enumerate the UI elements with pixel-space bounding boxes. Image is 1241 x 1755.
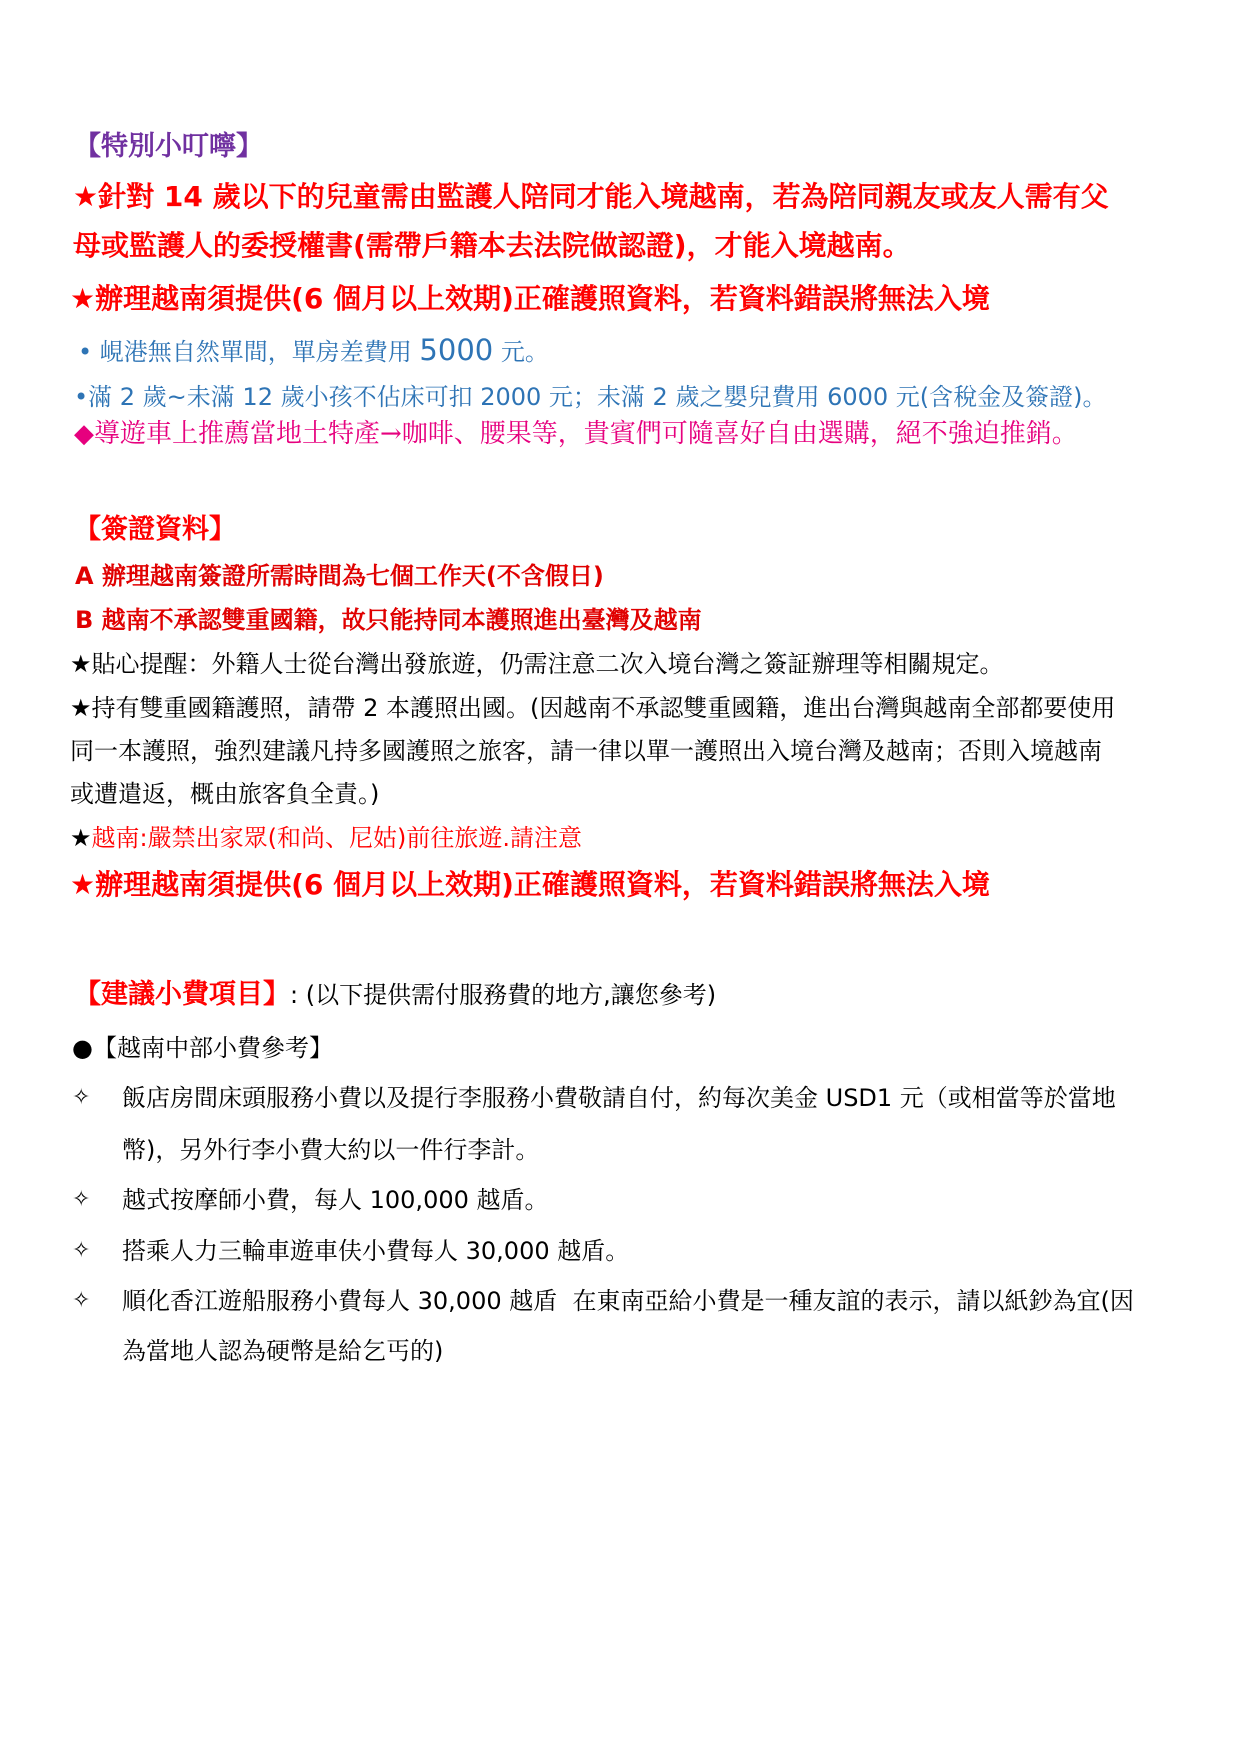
single-room-unit: 元。 xyxy=(493,338,549,366)
visa-item-a: A 辦理越南簽證所需時間為七個工作天(不含假日) xyxy=(75,562,604,590)
sparkle-bullet-icon: ✧ xyxy=(72,1187,91,1212)
tip-item-hotel-line-1: 飯店房間床頭服務小費以及提行李服務小費敬請自付，約每次美金 USD1 元（或相當等於當地 xyxy=(122,1084,1116,1112)
clergy-travel-notice-text: 越南:嚴禁出家眾(和尚、尼姑)前往旅遊.請注意 xyxy=(91,824,582,852)
tips-heading: 【建議小費項目】 xyxy=(74,979,290,1010)
child-fee-note: •滿 2 歲~未滿 12 歲小孩不佔床可扣 2000 元；未滿 2 歲之嬰兒費用 6000 元(含稅金及簽證)。 xyxy=(74,383,1107,411)
shopping-note: ◆導遊車上推薦當地土特產→咖啡、腰果等，貴賓們可隨喜好自由選購，絕不強迫推銷。 xyxy=(74,419,1078,449)
passport-warning: ★辦理越南須提供(6 個月以上效期)正確護照資料，若資料錯誤將無法入境 xyxy=(70,282,990,315)
passport-warning-repeat: ★辦理越南須提供(6 個月以上效期)正確護照資料，若資料錯誤將無法入境 xyxy=(70,868,990,901)
foreign-national-reminder: ★貼心提醒：外籍人士從台灣出發旅遊，仍需注意二次入境台灣之簽証辦理等相關規定。 xyxy=(70,650,1004,678)
single-room-note xyxy=(78,330,1211,370)
dual-nationality-note-line-1: ★持有雙重國籍護照，請帶 2 本護照出國。(因越南不承認雙重國籍，進出台灣與越南全部都要使用 xyxy=(70,694,1116,722)
dual-nationality-note-line-2: 同一本護照，強烈建議凡持多國護照之旅客，請一律以單一護照出入境台灣及越南；否則入境越南 xyxy=(70,737,1102,765)
tips-heading-line xyxy=(74,975,1211,1015)
star-bullet-icon: ★ xyxy=(70,824,92,852)
visa-item-b: B 越南不承認雙重國籍，故只能持同本護照進出臺灣及越南 xyxy=(75,606,702,634)
single-room-amount: 5000 xyxy=(419,333,494,367)
sparkle-bullet-icon: ✧ xyxy=(72,1288,91,1313)
tip-item-boat-line-1: 順化香江遊船服務小費每人 30,000 越盾 在東南亞給小費是一種友誼的表示，請以紙鈔為宜(因 xyxy=(122,1287,1134,1315)
tip-item-boat-line-2: 為當地人認為硬幣是給乞丐的) xyxy=(122,1337,444,1365)
bullet-dot-icon: • xyxy=(78,338,93,366)
sparkle-bullet-icon: ✧ xyxy=(72,1238,91,1263)
minor-entry-notice-line-1: ★針對 14 歲以下的兒童需由監護人陪同才能入境越南，若為陪同親友或友人需有父 xyxy=(73,180,1109,213)
tip-item-cyclo: 搭乘人力三輪車遊車伕小費每人 30,000 越盾。 xyxy=(122,1237,630,1265)
minor-entry-notice-line-2: 母或監護人的委授權書(需帶戶籍本去法院做認證)，才能入境越南。 xyxy=(73,229,911,262)
sparkle-bullet-icon: ✧ xyxy=(72,1085,91,1110)
tips-subheading: ●【越南中部小費參考】 xyxy=(72,1034,333,1062)
visa-heading: 【簽證資料】 xyxy=(74,514,236,545)
tip-item-massage: 越式按摩師小費，每人 100,000 越盾。 xyxy=(122,1186,549,1214)
special-reminder-heading: 【特別小叮嚀】 xyxy=(74,131,263,162)
tips-intro: (以下提供需付服務費的地方,讓您參考) xyxy=(298,981,717,1009)
dual-nationality-note-line-3: 或遭遣返，概由旅客負全責。) xyxy=(70,780,380,808)
clergy-travel-notice xyxy=(70,818,1211,858)
tips-heading-colon: : xyxy=(290,981,299,1009)
tip-item-hotel-line-2: 幣)，另外行李小費大約以一件行李計。 xyxy=(122,1136,540,1164)
single-room-text: 峴港無自然單間，單房差費用 xyxy=(92,338,420,366)
